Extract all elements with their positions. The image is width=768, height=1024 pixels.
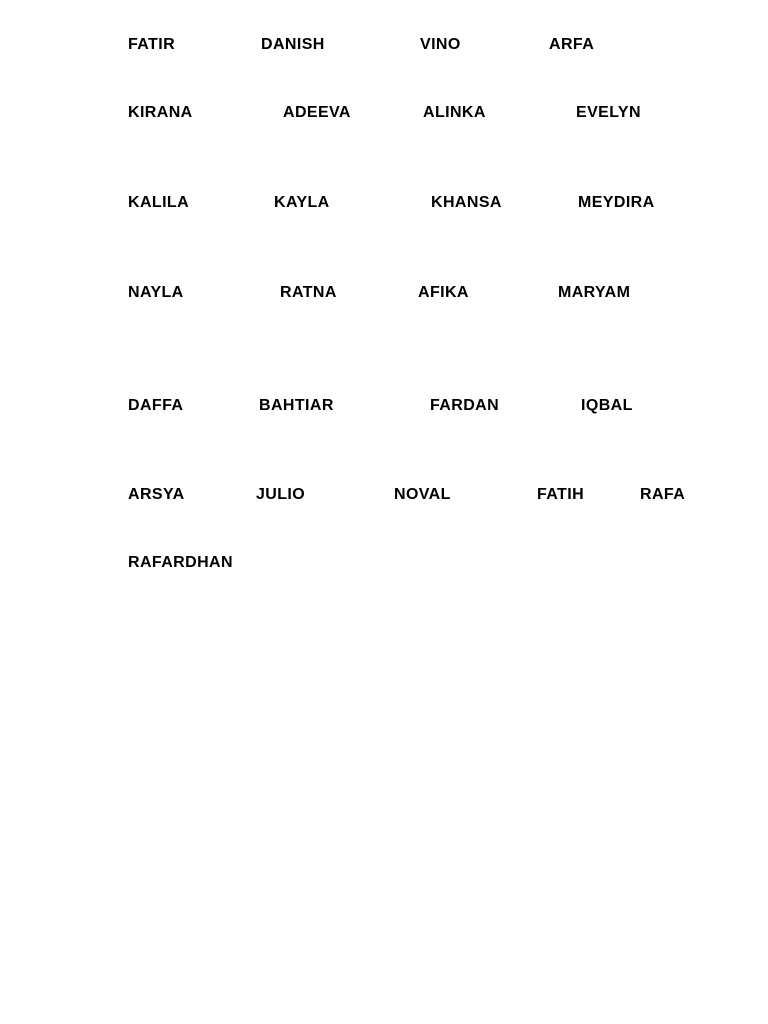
name-text: MEYDIRA [578, 194, 655, 211]
name-row [0, 485, 768, 507]
name-text: KALILA [128, 194, 190, 211]
name-text: FATIR [128, 36, 176, 53]
name-text: ALINKA [423, 104, 486, 121]
name-text: RATNA [280, 284, 337, 301]
name-text: FATIH [537, 486, 585, 503]
name-text: ADEEVA [283, 104, 351, 121]
name-text: EVELYN [576, 104, 641, 121]
name-text: AFIKA [418, 284, 469, 301]
name-text: KAYLA [274, 194, 330, 211]
name-text: ARFA [549, 36, 595, 53]
name-text: RAFARDHAN [128, 554, 233, 571]
name-text: RAFA [640, 486, 686, 503]
name-text: KHANSA [431, 194, 502, 211]
name-row [0, 553, 768, 575]
name-text: FARDAN [430, 397, 500, 414]
name-row [0, 35, 768, 57]
name-text: BAHTIAR [259, 397, 334, 414]
name-text: IQBAL [581, 397, 633, 414]
name-text: KIRANA [128, 104, 193, 121]
name-text: JULIO [256, 486, 306, 503]
name-text: MARYAM [558, 284, 631, 301]
name-row [0, 193, 768, 215]
name-text: NAYLA [128, 284, 184, 301]
name-row [0, 283, 768, 305]
name-text: VINO [420, 36, 461, 53]
name-row [0, 396, 768, 418]
name-text: DANISH [261, 36, 325, 53]
name-text: DAFFA [128, 397, 184, 414]
name-row [0, 103, 768, 125]
name-text: ARSYA [128, 486, 185, 503]
name-text: NOVAL [394, 486, 451, 503]
